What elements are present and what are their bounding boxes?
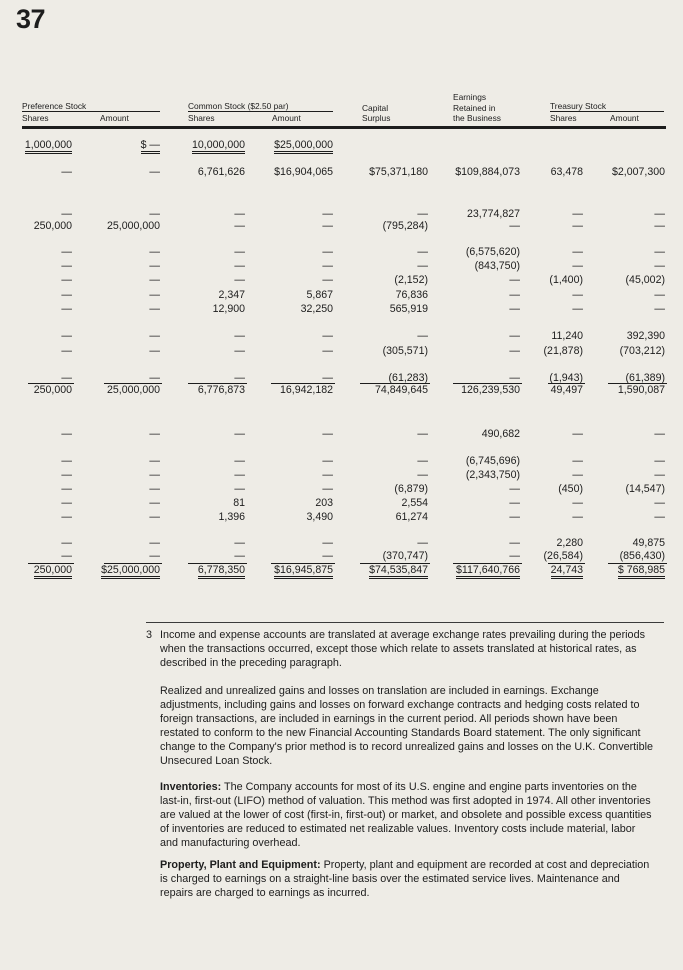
cell-treasury-shares: — xyxy=(572,260,583,272)
cell-treasury-amount: — xyxy=(654,469,665,481)
cell-pref-amount: — xyxy=(149,345,160,357)
header-treasury-amount: Amount xyxy=(610,113,639,123)
header-earnings-1: Earnings xyxy=(453,92,487,102)
cell-common-shares: 1,396 xyxy=(218,511,245,523)
cell-treasury-shares: 2,280 xyxy=(556,537,583,549)
table-row xyxy=(0,469,683,483)
cell-common-shares: — xyxy=(234,274,245,286)
subtotal-rule xyxy=(28,563,74,564)
cell-treasury-amount: (45,002) xyxy=(625,274,665,286)
subtotal-rule xyxy=(608,383,667,384)
cell-earnings-retained: $109,884,073 xyxy=(455,166,520,178)
table-row xyxy=(0,345,683,359)
subtotal-rule xyxy=(271,383,335,384)
cell-capital-surplus: 565,919 xyxy=(389,303,428,315)
cell-pref-amount: — xyxy=(149,469,160,481)
subtotal-rule xyxy=(453,383,522,384)
cell-earnings-retained: — xyxy=(509,550,520,562)
table-row xyxy=(0,483,683,497)
property-heading: Property, Plant and Equipment: xyxy=(160,859,321,871)
cell-pref-amount: 25,000,000 xyxy=(106,384,160,396)
cell-pref-shares: — xyxy=(61,345,72,357)
cell-earnings-retained: 126,239,530 xyxy=(461,384,520,396)
cell-common-shares: — xyxy=(234,246,245,258)
header-rule xyxy=(22,126,666,129)
cell-common-amount: — xyxy=(322,483,333,495)
cell-common-shares: — xyxy=(234,469,245,481)
cell-common-amount: — xyxy=(322,246,333,258)
cell-earnings-retained: — xyxy=(509,537,520,549)
subtotal-rule xyxy=(104,563,162,564)
cell-treasury-amount: $2,007,300 xyxy=(611,166,665,178)
cell-treasury-shares: 24,743 xyxy=(551,564,583,579)
cell-pref-shares: — xyxy=(61,497,72,509)
cell-treasury-amount: — xyxy=(654,208,665,220)
subtotal-rule xyxy=(271,563,335,564)
table-row xyxy=(0,537,683,551)
cell-pref-amount: — xyxy=(149,428,160,440)
subtotal-rule xyxy=(104,383,162,384)
cell-earnings-retained: — xyxy=(509,372,520,384)
cell-capital-surplus: (795,284) xyxy=(382,220,428,232)
table-row xyxy=(0,455,683,469)
cell-treasury-amount: (703,212) xyxy=(619,345,665,357)
cell-common-shares: 12,900 xyxy=(212,303,245,315)
table-row xyxy=(0,139,683,153)
cell-common-shares: 2,347 xyxy=(218,289,245,301)
table-row xyxy=(0,428,683,442)
cell-treasury-shares: — xyxy=(572,220,583,232)
cell-treasury-shares: (450) xyxy=(558,483,583,495)
cell-treasury-shares: 49,497 xyxy=(550,384,583,396)
inventories-heading: Inventories: xyxy=(160,781,222,793)
header-capital-2: Surplus xyxy=(362,113,391,123)
cell-earnings-retained: — xyxy=(509,497,520,509)
cell-pref-shares: — xyxy=(61,260,72,272)
cell-common-amount: 5,867 xyxy=(306,289,333,301)
cell-pref-amount: $25,000,000 xyxy=(101,564,160,579)
table-row xyxy=(0,260,683,274)
cell-earnings-retained: (843,750) xyxy=(474,260,520,272)
cell-common-amount: $16,945,875 xyxy=(274,564,333,579)
cell-pref-shares: — xyxy=(61,483,72,495)
table-row xyxy=(0,246,683,260)
cell-treasury-shares: — xyxy=(572,246,583,258)
subtotal-rule xyxy=(453,563,522,564)
header-earnings-3: the Business xyxy=(453,113,501,123)
cell-capital-surplus: $74,535,847 xyxy=(369,564,428,579)
cell-capital-surplus: $75,371,180 xyxy=(369,166,428,178)
cell-pref-amount: — xyxy=(149,455,160,467)
header-treasury-stock: Treasury Stock xyxy=(550,101,607,111)
cell-earnings-retained: — xyxy=(509,511,520,523)
cell-pref-shares: 250,000 xyxy=(33,220,72,232)
cell-earnings-retained: — xyxy=(509,345,520,357)
cell-common-amount: $25,000,000 xyxy=(274,139,333,154)
cell-capital-surplus: — xyxy=(417,537,428,549)
cell-common-shares: — xyxy=(234,483,245,495)
cell-earnings-retained: (6,745,696) xyxy=(465,455,520,467)
cell-capital-surplus: — xyxy=(417,455,428,467)
cell-pref-amount: — xyxy=(149,246,160,258)
cell-pref-shares: — xyxy=(61,537,72,549)
cell-capital-surplus: — xyxy=(417,330,428,342)
cell-common-shares: — xyxy=(234,220,245,232)
cell-treasury-amount: — xyxy=(654,303,665,315)
cell-treasury-shares: — xyxy=(572,511,583,523)
cell-treasury-amount: (61,389) xyxy=(625,372,665,384)
cell-treasury-shares: (26,584) xyxy=(543,550,583,562)
cell-common-shares: — xyxy=(234,372,245,384)
page-number: 37 xyxy=(16,4,46,34)
table-row xyxy=(0,384,683,398)
cell-common-amount: $16,904,065 xyxy=(274,166,333,178)
cell-pref-shares: — xyxy=(61,246,72,258)
cell-pref-amount: — xyxy=(149,550,160,562)
cell-capital-surplus: (305,571) xyxy=(382,345,428,357)
cell-pref-amount: — xyxy=(149,289,160,301)
note-paragraph-translation: Realized and unrealized gains and losses on translation are included in earnings. Exchange adjustments, including gains and losses on forward exchange contracts and hedging costs related to foreign transactions, are included in earnings in the current period. All periods shown have been restated to conform to the new Financial Accounting Standards Board statement. The only significant change to the Company's prior method is to record unrealized gains and losses on the U.K. Convertible Unsecured Loan Stock. xyxy=(160,685,653,767)
header-preference-stock: Preference Stock xyxy=(22,101,87,111)
cell-pref-amount: — xyxy=(149,483,160,495)
cell-common-amount: — xyxy=(322,220,333,232)
header-pref-amount: Amount xyxy=(100,113,129,123)
table-row xyxy=(0,220,683,234)
cell-pref-shares: — xyxy=(61,511,72,523)
cell-pref-shares: — xyxy=(61,372,72,384)
cell-common-shares: 6,761,626 xyxy=(197,166,245,178)
cell-pref-amount: — xyxy=(149,537,160,549)
cell-common-shares: — xyxy=(234,537,245,549)
cell-pref-shares: — xyxy=(61,428,72,440)
cell-pref-amount: — xyxy=(149,372,160,384)
cell-common-shares: — xyxy=(234,260,245,272)
cell-earnings-retained: — xyxy=(509,274,520,286)
cell-pref-shares: — xyxy=(61,274,72,286)
cell-treasury-amount: — xyxy=(654,428,665,440)
cell-pref-shares: — xyxy=(61,469,72,481)
subtotal-rule xyxy=(28,383,74,384)
subtotal-rule xyxy=(360,563,430,564)
table-row xyxy=(0,289,683,303)
header-common-shares: Shares xyxy=(188,113,215,123)
cell-earnings-retained: 490,682 xyxy=(481,428,520,440)
cell-common-amount: — xyxy=(322,469,333,481)
cell-common-amount: — xyxy=(322,330,333,342)
header-earnings-2: Retained in xyxy=(453,103,496,113)
cell-treasury-amount: 392,390 xyxy=(626,330,665,342)
cell-common-amount: — xyxy=(322,372,333,384)
table-row xyxy=(0,274,683,288)
cell-treasury-amount: — xyxy=(654,497,665,509)
cell-treasury-shares: (21,878) xyxy=(543,345,583,357)
note-paragraph-inventories: Inventories: The Company accounts for most of its U.S. engine and engine parts inventories on the last-in, first-out (LIFO) method of valuation. This method was first adopted in 1974. All other inventories are valued at the lower of cost (first-in, first-out) or market, and obsolete and possible excess quantities of inventories are reduced to estimated net realizable values. Inventory costs include material, labor and manufacturing overhead. xyxy=(160,781,652,849)
cell-capital-surplus: 74,849,645 xyxy=(374,384,428,396)
cell-treasury-shares: — xyxy=(572,208,583,220)
cell-common-shares: 6,776,873 xyxy=(197,384,245,396)
cell-pref-amount: — xyxy=(149,497,160,509)
cell-pref-shares: — xyxy=(61,550,72,562)
table-row xyxy=(0,497,683,511)
cell-treasury-shares: (1,943) xyxy=(549,372,583,384)
cell-pref-shares: — xyxy=(61,166,72,178)
cell-common-shares: — xyxy=(234,455,245,467)
cell-treasury-amount: — xyxy=(654,511,665,523)
cell-common-shares: 81 xyxy=(233,497,245,509)
cell-capital-surplus: 61,274 xyxy=(395,511,428,523)
header-capital-1: Capital xyxy=(362,103,389,113)
cell-treasury-amount: — xyxy=(654,260,665,272)
cell-treasury-amount: — xyxy=(654,455,665,467)
cell-pref-shares: 1,000,000 xyxy=(25,139,72,154)
cell-treasury-shares: — xyxy=(572,303,583,315)
note-number: 3 xyxy=(146,629,153,641)
cell-treasury-shares: — xyxy=(572,469,583,481)
cell-capital-surplus: (2,152) xyxy=(394,274,428,286)
cell-capital-surplus: (370,747) xyxy=(382,550,428,562)
cell-treasury-amount: — xyxy=(654,246,665,258)
cell-pref-shares: — xyxy=(61,289,72,301)
cell-pref-shares: — xyxy=(61,455,72,467)
cell-pref-amount: 25,000,000 xyxy=(106,220,160,232)
cell-common-shares: — xyxy=(234,330,245,342)
cell-common-amount: — xyxy=(322,455,333,467)
cell-capital-surplus: — xyxy=(417,260,428,272)
header-pref-shares: Shares xyxy=(22,113,49,123)
cell-common-amount: 16,942,182 xyxy=(279,384,333,396)
cell-common-shares: 10,000,000 xyxy=(192,139,245,154)
cell-earnings-retained: — xyxy=(509,220,520,232)
cell-pref-amount: — xyxy=(149,260,160,272)
cell-earnings-retained: — xyxy=(509,330,520,342)
header-common-stock: Common Stock ($2.50 par) xyxy=(188,101,289,111)
cell-common-amount: 203 xyxy=(315,497,333,509)
cell-pref-shares: 250,000 xyxy=(34,564,72,579)
cell-common-amount: 3,490 xyxy=(306,511,333,523)
header-common-amount: Amount xyxy=(272,113,301,123)
cell-common-shares: — xyxy=(234,208,245,220)
cell-pref-amount: $ — xyxy=(141,139,160,154)
subtotal-rule xyxy=(548,383,585,384)
subtotal-rule xyxy=(548,563,585,564)
cell-treasury-shares: — xyxy=(572,455,583,467)
cell-treasury-amount: (14,547) xyxy=(625,483,665,495)
cell-pref-amount: — xyxy=(149,330,160,342)
cell-earnings-retained: (6,575,620) xyxy=(465,246,520,258)
cell-pref-shares: — xyxy=(61,330,72,342)
cell-treasury-amount: — xyxy=(654,220,665,232)
cell-earnings-retained: $117,640,766 xyxy=(456,564,520,579)
cell-capital-surplus: 76,836 xyxy=(395,289,428,301)
cell-pref-amount: — xyxy=(149,511,160,523)
cell-treasury-shares: — xyxy=(572,497,583,509)
note-paragraph-3: 3 Income and expense accounts are translated at average exchange rates prevailing during the periods when the transactions occurred, except those which relate to assets translated at historical rates, as described in the preceding paragraph. xyxy=(146,629,645,669)
table-row xyxy=(0,511,683,525)
table-row xyxy=(0,550,683,564)
cell-treasury-shares: 63,478 xyxy=(550,166,583,178)
cell-capital-surplus: (61,283) xyxy=(388,372,428,384)
table-row xyxy=(0,564,683,578)
cell-common-shares: — xyxy=(234,345,245,357)
table-row xyxy=(0,166,683,180)
cell-common-amount: — xyxy=(322,345,333,357)
notes-divider xyxy=(146,622,664,623)
cell-capital-surplus: (6,879) xyxy=(394,483,428,495)
cell-treasury-amount: 49,875 xyxy=(632,537,665,549)
cell-common-amount: — xyxy=(322,208,333,220)
cell-common-amount: — xyxy=(322,550,333,562)
cell-treasury-shares: — xyxy=(572,428,583,440)
table-row xyxy=(0,330,683,344)
cell-common-shares: — xyxy=(234,428,245,440)
note-paragraph-property: Property, Plant and Equipment: Property, plant and equipment are recorded at cost and depreciation is charged to earnings on a straight-line basis over the estimated service lives. Maintenance and repairs are charged to earnings as incurred. xyxy=(160,859,650,899)
cell-treasury-shares: (1,400) xyxy=(549,274,583,286)
cell-common-shares: 6,778,350 xyxy=(198,564,245,579)
cell-treasury-amount: (856,430) xyxy=(619,550,665,562)
header-treasury-shares: Shares xyxy=(550,113,577,123)
cell-treasury-shares: 11,240 xyxy=(551,330,583,342)
cell-capital-surplus: — xyxy=(417,469,428,481)
table-row xyxy=(0,303,683,317)
cell-capital-surplus: — xyxy=(417,428,428,440)
cell-treasury-amount: 1,590,087 xyxy=(617,384,665,396)
cell-earnings-retained: 23,774,827 xyxy=(466,208,520,220)
cell-earnings-retained: — xyxy=(509,289,520,301)
cell-common-amount: — xyxy=(322,428,333,440)
cell-common-amount: — xyxy=(322,260,333,272)
subtotal-rule xyxy=(608,563,667,564)
subtotal-rule xyxy=(188,383,247,384)
cell-treasury-amount: — xyxy=(654,289,665,301)
cell-pref-amount: — xyxy=(149,208,160,220)
cell-capital-surplus: 2,554 xyxy=(401,497,428,509)
cell-treasury-amount: $ 768,985 xyxy=(618,564,665,579)
cell-common-amount: — xyxy=(322,274,333,286)
cell-earnings-retained: — xyxy=(509,303,520,315)
cell-pref-shares: — xyxy=(61,208,72,220)
cell-common-amount: 32,250 xyxy=(300,303,333,315)
cell-common-shares: — xyxy=(234,550,245,562)
cell-capital-surplus: — xyxy=(417,208,428,220)
cell-earnings-retained: (2,343,750) xyxy=(465,469,520,481)
cell-treasury-shares: — xyxy=(572,289,583,301)
cell-common-amount: — xyxy=(322,537,333,549)
cell-pref-amount: — xyxy=(149,166,160,178)
cell-capital-surplus: — xyxy=(417,246,428,258)
cell-pref-shares: — xyxy=(61,303,72,315)
subtotal-rule xyxy=(360,383,430,384)
cell-pref-amount: — xyxy=(149,274,160,286)
cell-pref-amount: — xyxy=(149,303,160,315)
cell-pref-shares: 250,000 xyxy=(33,384,72,396)
cell-earnings-retained: — xyxy=(509,483,520,495)
subtotal-rule xyxy=(188,563,247,564)
